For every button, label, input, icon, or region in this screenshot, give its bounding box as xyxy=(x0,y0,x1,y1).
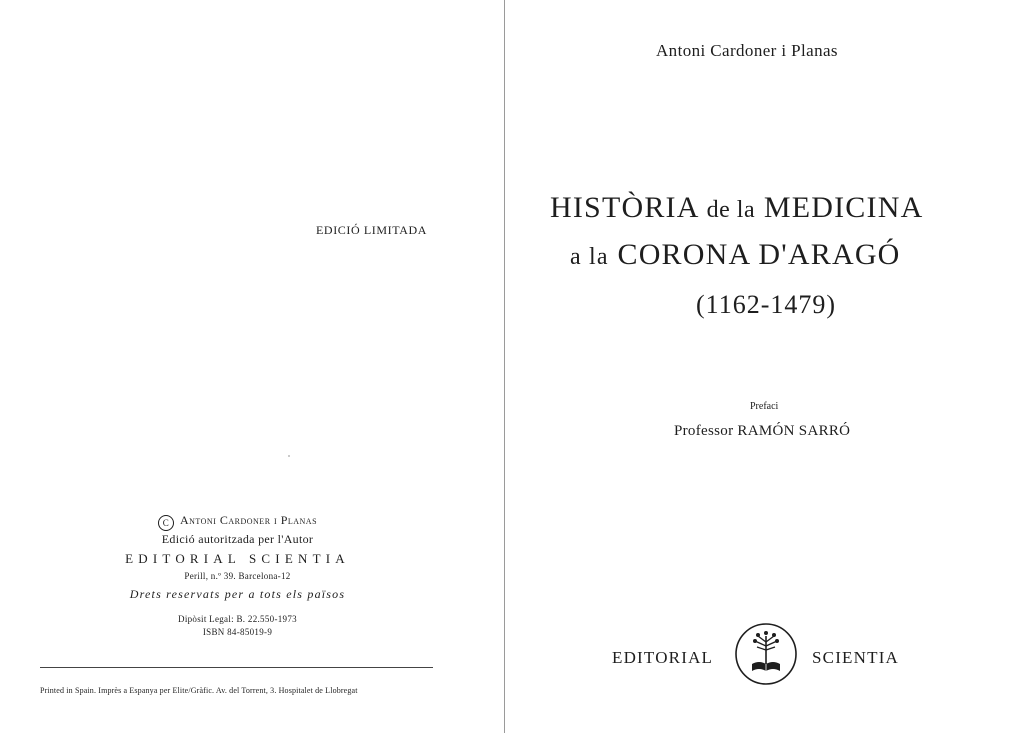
rights-reserved: Drets reservats per a tots els països xyxy=(129,587,346,601)
legal-deposit: Dipòsit Legal: B. 22.550-1973 xyxy=(178,614,297,624)
title-medicina: MEDICINA xyxy=(763,191,924,224)
footer-rule xyxy=(40,667,433,668)
left-page xyxy=(0,0,505,733)
copyright-holder: Antoni Cardoner i Planas xyxy=(179,513,318,527)
isbn: ISBN 84-85019-9 xyxy=(202,627,273,637)
preface-author: Professor RAMÓN SARRÓ xyxy=(674,423,851,439)
title-historia: HISTÒRIA xyxy=(550,191,698,224)
publisher-word-editorial: EDITORIAL xyxy=(612,648,714,667)
title-line-1 xyxy=(550,191,923,225)
copyright-block xyxy=(110,512,365,639)
right-page xyxy=(506,0,1024,733)
title-years: (1162-1479) xyxy=(696,290,837,319)
printer-colophon: Printed in Spain. Imprès a Espanya per Elite/Gràfic. Av. del Torrent, 3. Hospitalet de Llobregat xyxy=(40,686,358,695)
title-a-la: a la xyxy=(570,244,609,270)
title-line-2 xyxy=(570,238,901,272)
publisher-address: Perill, n.º 39. Barcelona-12 xyxy=(184,571,291,581)
publisher-name: EDITORIAL SCIENTIA xyxy=(125,551,350,566)
copyright-holder-line xyxy=(110,512,365,531)
scan-speck xyxy=(288,455,290,457)
publisher-word-scientia: SCIENTIA xyxy=(812,648,900,667)
copyright-icon: C xyxy=(158,515,174,531)
tree-book-emblem-icon xyxy=(734,622,798,686)
title-de-la: de la xyxy=(706,197,756,223)
author-name: Antoni Cardoner i Planas xyxy=(656,41,838,60)
preface-label: Prefaci xyxy=(750,401,779,412)
title-corona: CORONA D'ARAGÓ xyxy=(617,238,901,271)
book-gutter xyxy=(504,0,505,733)
limited-edition-label: EDICIÓ LIMITADA xyxy=(316,223,428,237)
authorized-edition: Edició autoritzada per l'Autor xyxy=(161,532,314,546)
